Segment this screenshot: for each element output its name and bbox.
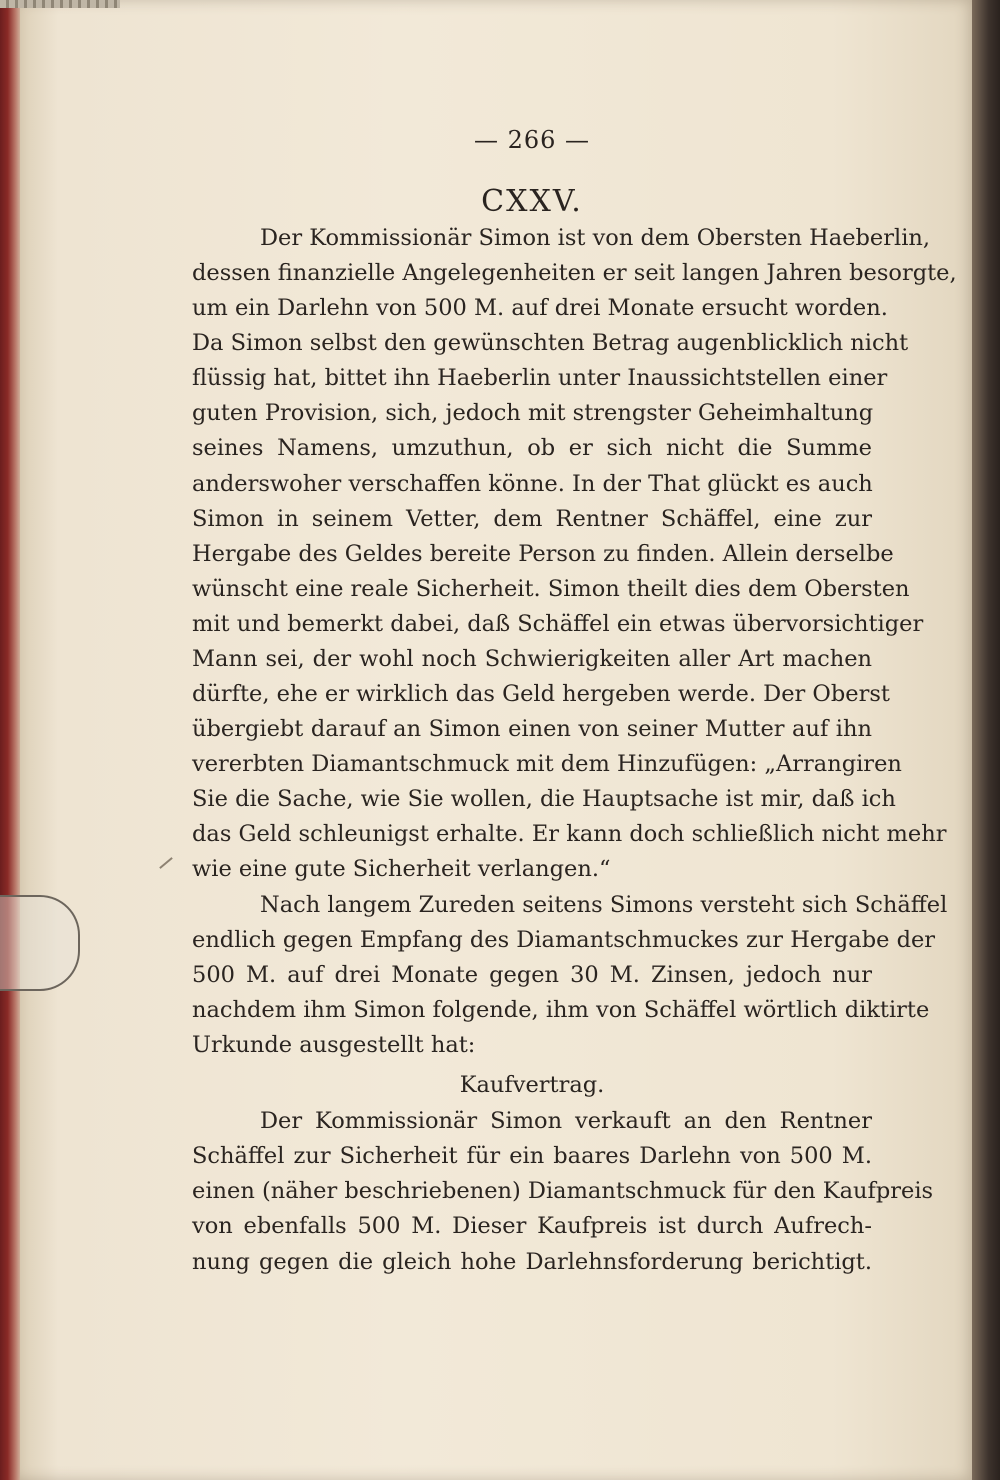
text-line: seines Namens, umzuthun, ob er sich nicht die Summe	[192, 435, 872, 461]
text-line: einen (näher beschriebenen) Diamantschmuck für den Kaufpreis	[192, 1178, 934, 1204]
text-line: übergiebt darauf an Simon einen von seiner Mutter auf ihn	[192, 716, 872, 742]
text-line: anderswoher verschaffen könne. In der That glückt es auch	[192, 471, 873, 497]
text-line: 500 M. auf drei Monate gegen 30 M. Zinsen, jedoch nur	[192, 962, 872, 988]
text-line: Hergabe des Geldes bereite Person zu finden. Allein derselbe	[192, 541, 894, 567]
text-line: mit und bemerkt dabei, daß Schäffel ein etwas übervorsichtiger	[192, 611, 924, 637]
text-line: endlich gegen Empfang des Diamantschmuckes zur Hergabe der	[192, 927, 936, 953]
text-line: Schäffel zur Sicherheit für ein baares Darlehn von 500 M.	[192, 1143, 872, 1169]
text-line: vererbten Diamantschmuck mit dem Hinzufügen: „Arrangiren	[192, 751, 902, 777]
text-line: dürfte, ehe er wirklich das Geld hergeben werde. Der Oberst	[192, 681, 890, 707]
text-line: Da Simon selbst den gewünschten Betrag augenblicklich nicht	[192, 330, 909, 356]
text-line: nachdem ihm Simon folgende, ihm von Schäffel wörtlich diktirte	[192, 997, 930, 1023]
text-line: nung gegen die gleich hohe Darlehnsforderung berichtigt.	[192, 1249, 872, 1275]
text-line: Sie die Sache, wie Sie wollen, die Hauptsache ist mir, daß ich	[192, 786, 896, 812]
text-line: von ebenfalls 500 M. Dieser Kaufpreis ist durch Aufrech-	[192, 1213, 872, 1239]
text-line: Der Kommissionär Simon verkauft an den Rentner	[260, 1108, 872, 1134]
page-clip	[0, 895, 80, 991]
page-number: — 266 —	[473, 126, 591, 154]
text-line: das Geld schleunigst erhalte. Er kann doch schließlich nicht mehr	[192, 821, 947, 847]
text-line: Simon in seinem Vetter, dem Rentner Schäffel, eine zur	[192, 506, 872, 532]
scan-edge-mark	[0, 0, 120, 8]
contract-heading: Kaufvertrag.	[459, 1072, 605, 1098]
text-line: um ein Darlehn von 500 M. auf drei Monate ersucht worden.	[192, 295, 888, 321]
text-line: Urkunde ausgestellt hat:	[192, 1032, 476, 1058]
text-line: flüssig hat, bittet ihn Haeberlin unter Inaussichtstellen einer	[192, 365, 888, 391]
text-line: Nach langem Zureden seitens Simons versteht sich Schäffel	[260, 892, 948, 918]
text-line: guten Provision, sich, jedoch mit strengster Geheimhaltung	[192, 400, 874, 426]
text-line: Mann sei, der wohl noch Schwierigkeiten aller Art machen	[192, 646, 872, 672]
chapter-heading: CXXV.	[481, 184, 583, 219]
page-gutter-shadow	[972, 0, 1000, 1480]
text-line: Der Kommissionär Simon ist von dem Obersten Haeberlin,	[260, 225, 931, 251]
text-line: wie eine gute Sicherheit verlangen.“	[192, 856, 611, 882]
book-edge	[0, 0, 22, 1480]
text-line: wünscht eine reale Sicherheit. Simon theilt dies dem Obersten	[192, 576, 910, 602]
text-line: dessen finanzielle Angelegenheiten er seit langen Jahren besorgte,	[192, 260, 957, 286]
